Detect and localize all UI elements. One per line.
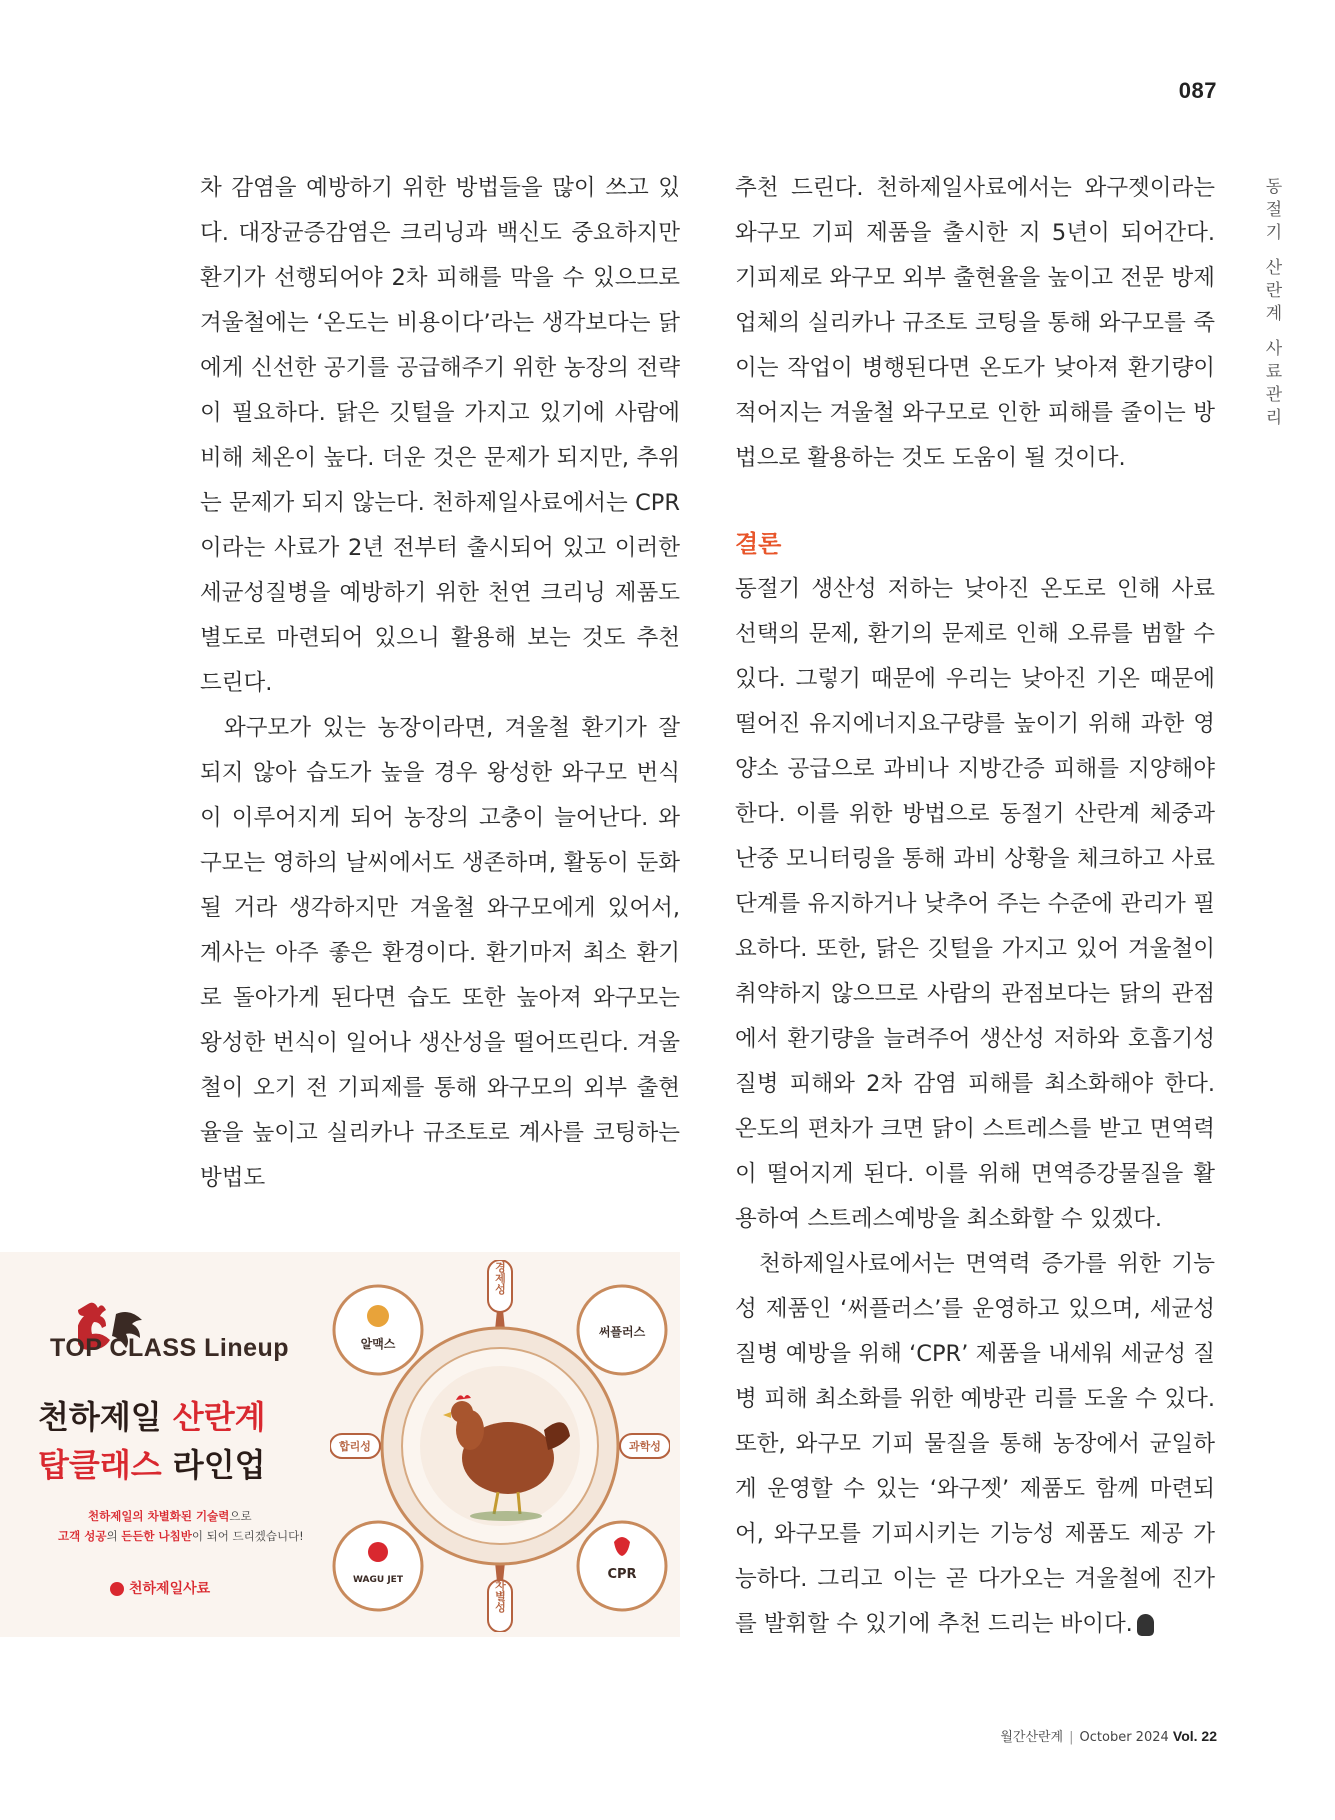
ad-subtitle: 천하제일의 차별화된 기술력으로 [88,1509,252,1523]
ad-title: 천하제일 산란계 [38,1398,266,1436]
right-column [735,166,1215,1652]
left-column [200,166,680,1201]
company-logo: 천하제일사료 [110,1578,210,1598]
company-logo-icon [110,1582,124,1596]
advertisement [0,1252,680,1637]
product-badge-top-right: 써플러스 [598,1325,646,1339]
ad-title: 탑클래스 라인업 [38,1446,266,1484]
paragraph: 추천 드린다. 천하제일사료에서는 와구젯이라는 와구모 기피 제품을 출시한 지 5년이 되어간다. 기피제로 와구모 외부 출현율을 높이고 전문 방제업체의 실리카나 규조토 코팅을 통해 와구모를 죽이는 작업이 병행된다면 온도가 낮아져 환기량이 적어지는 겨울철 와구모로 인한 피해를 줄이는 방법으로 활용하는 것도 도움이 될 것이다. [735,175,1215,471]
product-compass-diagram [330,1260,670,1632]
ad-brand: TOP CLASS Lineup [50,1334,290,1362]
end-mark-icon: 월간 [1137,1614,1154,1636]
paragraph [735,1242,1215,1652]
compass-label-right: 과학성 [629,1440,661,1453]
compass-label-left: 합리성 [339,1440,371,1453]
paragraph-text: 천하제일사료에서는 면역력 증가를 위한 기능성 제품인 ‘써플러스’를 운영하고 있으며, 세균성 질병 예방을 위해 ‘CPR’ 제품을 내세워 세균성 질병 피해 최소화를 위한 예방관 리를 도울 수 있다. 또한, 와구모 기피 물질을 통해 농장에서 균일하게 운영할 수 있는 ‘와구젯’ 제품도 함께 마련되어, 와구모를 기피시키는 기능성 제품도 제공 가능하다. 그리고 이는 곧 다가오는 겨울철에 진가를 발휘할 수 있기에 추천 드리는 바이다. [735,1251,1215,1637]
product-badge-bottom-left: WAGU JET [353,1575,403,1585]
volume-number: Vol. 22 [1172,1728,1217,1744]
paragraph: 차 감염을 예방하기 위한 방법들을 많이 쓰고 있다. 대장균증감염은 크리닝과 백신도 중요하지만 환기가 선행되어야 2차 피해를 막을 수 있으므로 겨울철에는 ‘온도는 비용이다’라는 생각보다는 닭에게 신선한 공기를 공급해주기 위한 농장의 전략이 필요하다. 닭은 깃털을 가지고 있기에 사람에 비해 체온이 높다. 더운 것은 문제가 되지만, 추위는 문제가 되지 않는다. 천하제일사료에서는 CPR이라는 사료가 2년 전부터 출시되어 있고 이러한 세균성질병을 예방하기 위한 천연 크리닝 제품도 별도로 마련되어 있으니 활용해 보는 것도 추천 드린다. [200,175,680,696]
compass-label-bottom: 차별성 [493,1579,507,1613]
ad-subtitle: 고객 성공의 든든한 나침반이 되어 드리겠습니다! [58,1529,304,1543]
section-heading: 결론 [735,530,782,558]
issue-date: October 2024 [1079,1730,1169,1745]
paragraph: 와구모가 있는 농장이라면, 겨울철 환기가 잘 되지 않아 습도가 높을 경우 왕성한 와구모 번식이 이루어지게 되어 농장의 고충이 늘어난다. 와구모는 영하의 날씨에서도 생존하며, 활동이 둔화될 거라 생각하지만 겨울철 와구모에게 있어서, 계사는 아주 좋은 환경이다. 환기마저 최소 환기로 돌아가게 된다면 습도 또한 높아져 와구모는 왕성한 번식이 일어나 생산성을 떨어뜨린다. 겨울철이 오기 전 기피제를 통해 와구모의 외부 출현율을 높이고 실리카나 규조토로 계사를 코팅하는 방법도 [200,715,680,1191]
magazine-name: 월간산란계 [1000,1730,1064,1745]
page-footer: 월간산란계 | October 2024 Vol. 22 [1000,1728,1217,1745]
paragraph: 동절기 생산성 저하는 낮아진 온도로 인해 사료 선택의 문제, 환기의 문제로 인해 오류를 범할 수 있다. 그렇기 때문에 우리는 낮아진 기온 때문에 떨어진 유지에너지요구량를 높이기 위해 과한 영양소 공급으로 과비나 지방간증 피해를 지양해야 한다. 이를 위한 방법으로 동절기 산란계 체중과 난중 모니터링을 통해 과비 상황을 체크하고 사료 단계를 유지하거나 낮추어 주는 수준에 관리가 필요하다. 또한, 닭은 깃털을 가지고 있어 겨울철이 취약하지 않으므로 사람의 관점보다는 닭의 관점에서 환기량을 늘려주어 생산성 저하와 호흡기성 질병 피해와 2차 감염 피해를 최소화해야 한다. 온도의 편차가 크면 닭이 스트레스를 받고 면역력이 떨어지게 된다. 이를 위해 면역증강물질을 활용하여 스트레스예방을 최소화할 수 있겠다. [735,576,1215,1232]
product-badge-bottom-right: CPR [607,1567,637,1582]
product-badge-top-left: 알맥스 [360,1337,396,1351]
section-side-label: 동 절 기 산 란 계 사 료 관 리 [1265,177,1283,428]
compass-label-top: 경제성 [493,1261,507,1295]
page-number: 087 [1178,78,1217,103]
